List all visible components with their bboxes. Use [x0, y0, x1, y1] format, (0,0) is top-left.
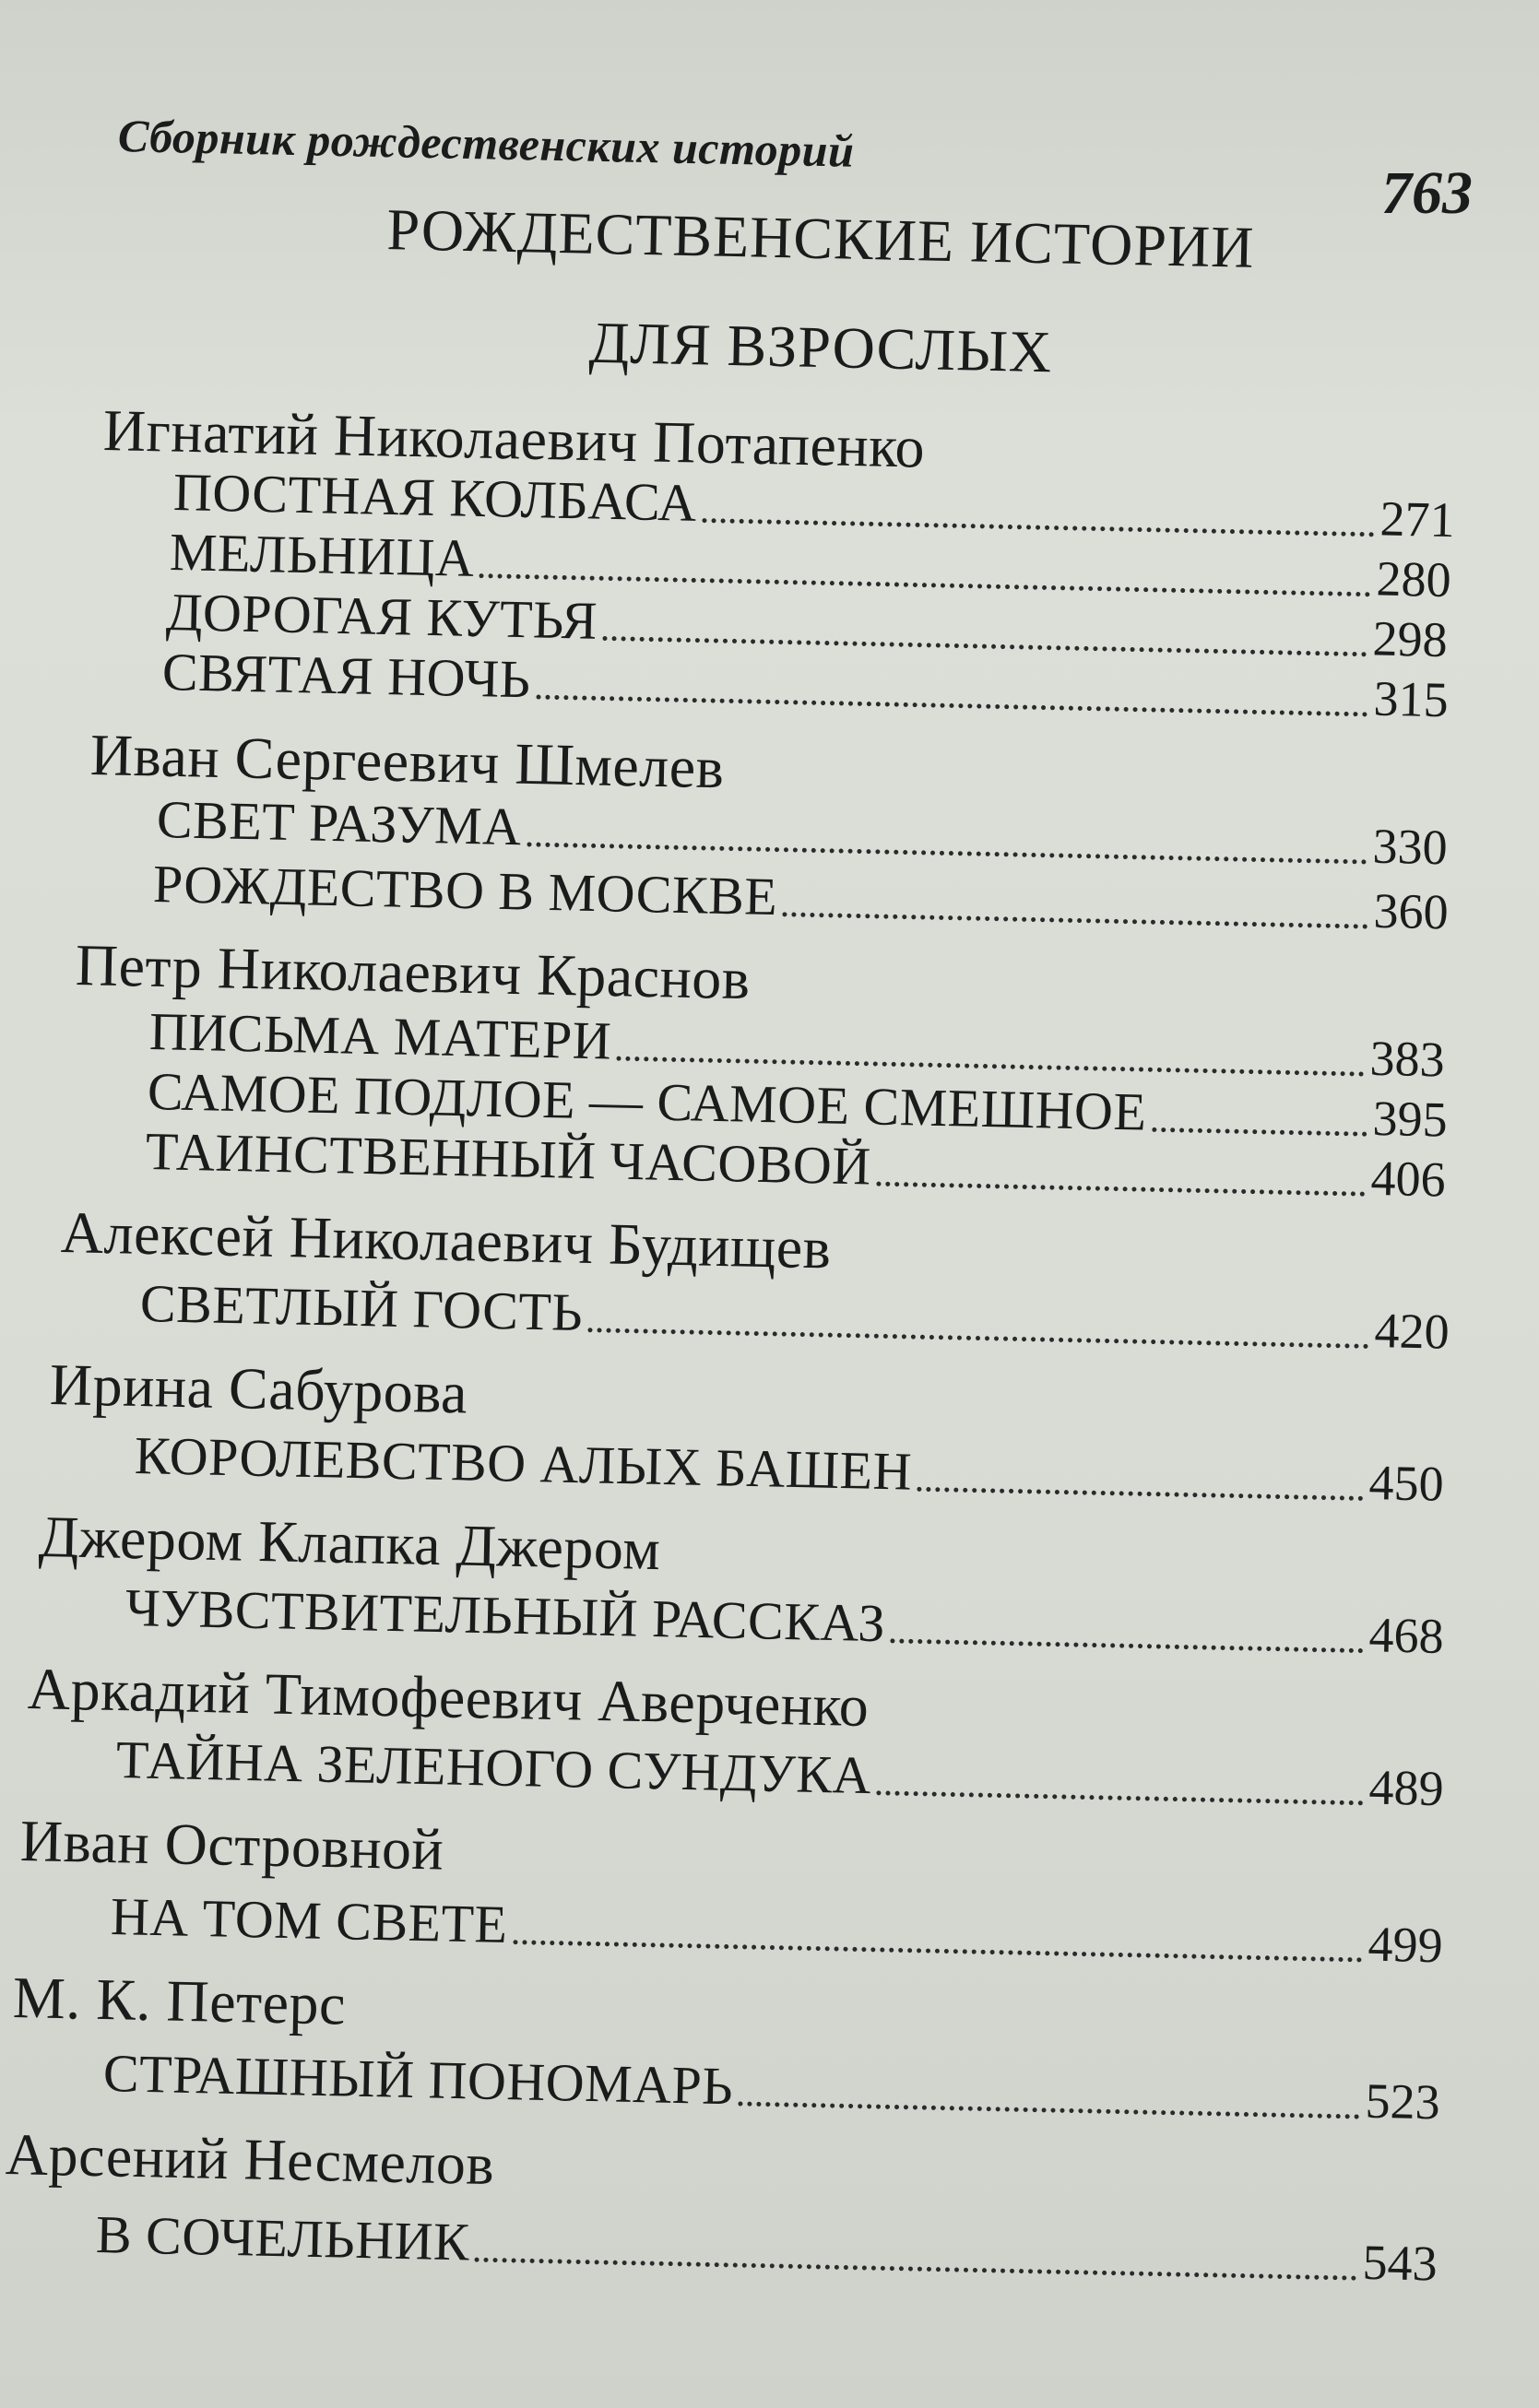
toc-entry[interactable]	[95, 2203, 1438, 2293]
entry-page: 298	[1372, 610, 1449, 668]
entry-page: 406	[1370, 1150, 1447, 1208]
entry-title: КОРОЛЕВСТВО АЛЫХ БАШЕН	[134, 1425, 913, 1502]
dot-leader	[475, 2252, 1357, 2281]
page-number: 763	[1381, 159, 1473, 227]
dot-leader	[739, 2095, 1360, 2119]
dot-leader	[702, 513, 1374, 537]
toc-entry[interactable]	[134, 1424, 1444, 1514]
entry-page: 383	[1369, 1030, 1446, 1088]
dot-leader	[917, 1481, 1364, 1501]
entry-page: 450	[1368, 1455, 1445, 1512]
entry-page: 315	[1373, 670, 1450, 728]
toc-author: Петр Николаевич Краснов	[75, 932, 752, 1012]
toc-author: М. К. Петерс	[12, 1965, 347, 2037]
toc-author: Джером Клапка Джером	[38, 1504, 662, 1583]
entry-page: 330	[1372, 818, 1449, 876]
toc-author: Игнатий Николаевич Потапенко	[102, 397, 926, 480]
entry-title: ЧУВСТВИТЕЛЬНЫЙ РАССКАЗ	[124, 1577, 886, 1654]
dot-leader	[588, 1322, 1369, 1349]
entry-page: 523	[1365, 2072, 1441, 2131]
entry-title: РОЖДЕСТВО В МОСКВЕ	[152, 854, 778, 927]
entry-title: СВЯТАЯ НОЧЬ	[161, 642, 532, 710]
entry-title: НА ТОМ СВЕТЕ	[110, 1886, 509, 1955]
entry-title: В СОЧЕЛЬНИК	[95, 2204, 470, 2272]
entry-page: 280	[1376, 550, 1452, 608]
entry-title: МЕЛЬНИЦА	[169, 522, 476, 588]
entry-title: СВЕТЛЫЙ ГОСТЬ	[139, 1273, 584, 1343]
entry-title: ТАИНСТВЕННЫЙ ЧАСОВОЙ	[145, 1121, 872, 1197]
entry-page: 499	[1367, 1916, 1444, 1974]
entry-title: ПИСЬМА МАТЕРИ	[148, 1001, 612, 1071]
dot-leader	[527, 836, 1367, 864]
toc-author: Арсений Несмелов	[5, 2121, 495, 2198]
toc-entry[interactable]	[102, 2042, 1440, 2131]
toc-author: Алексей Николаевич Будищев	[60, 1199, 833, 1281]
entry-page: 420	[1374, 1303, 1450, 1360]
entry-page: 489	[1368, 1759, 1445, 1817]
entry-title: САМОЕ ПОДЛОЕ — САМОЕ СМЕШНОЕ	[147, 1061, 1148, 1142]
entry-title: СВЕТ РАЗУМА	[156, 789, 523, 857]
toc-entry[interactable]	[115, 1729, 1444, 1818]
entry-title: ПОСТНАЯ КОЛБАСА	[172, 462, 698, 533]
entry-title: ТАЙНА ЗЕЛЕНОГО СУНДУКА	[115, 1729, 872, 1806]
toc-author: Ирина Сабурова	[49, 1352, 468, 1426]
toc-entry[interactable]	[110, 1885, 1443, 1975]
toc-entry[interactable]	[139, 1272, 1450, 1362]
dot-leader	[513, 1934, 1362, 1962]
dot-leader	[876, 1176, 1365, 1197]
toc-author: Иван Сергеевич Шмелев	[89, 722, 726, 801]
dot-leader	[1152, 1122, 1367, 1137]
toc-author: Иван Островной	[19, 1808, 444, 1883]
toc-author: Аркадий Тимофеевич Аверченко	[27, 1656, 870, 1740]
dot-leader	[890, 1633, 1363, 1653]
dot-leader	[876, 1785, 1363, 1805]
dot-leader	[783, 906, 1368, 928]
entry-title: ДОРОГАЯ КУТЬЯ	[165, 582, 598, 651]
section-title: РОЖДЕСТВЕНСКИЕ ИСТОРИИ	[385, 196, 1256, 280]
entry-title: СТРАШНЫЙ ПОНОМАРЬ	[102, 2043, 734, 2117]
running-head: Сборник рождественских историй	[117, 110, 855, 177]
entry-page: 468	[1368, 1607, 1445, 1664]
entry-page: 543	[1362, 2234, 1438, 2292]
entry-page: 395	[1372, 1090, 1449, 1148]
section-subtitle: ДЛЯ ВЗРОСЛЫХ	[588, 309, 1053, 385]
toc-entry[interactable]	[124, 1576, 1444, 1666]
entry-page: 271	[1379, 490, 1456, 549]
dot-leader	[536, 689, 1367, 716]
entry-page: 360	[1373, 882, 1450, 940]
